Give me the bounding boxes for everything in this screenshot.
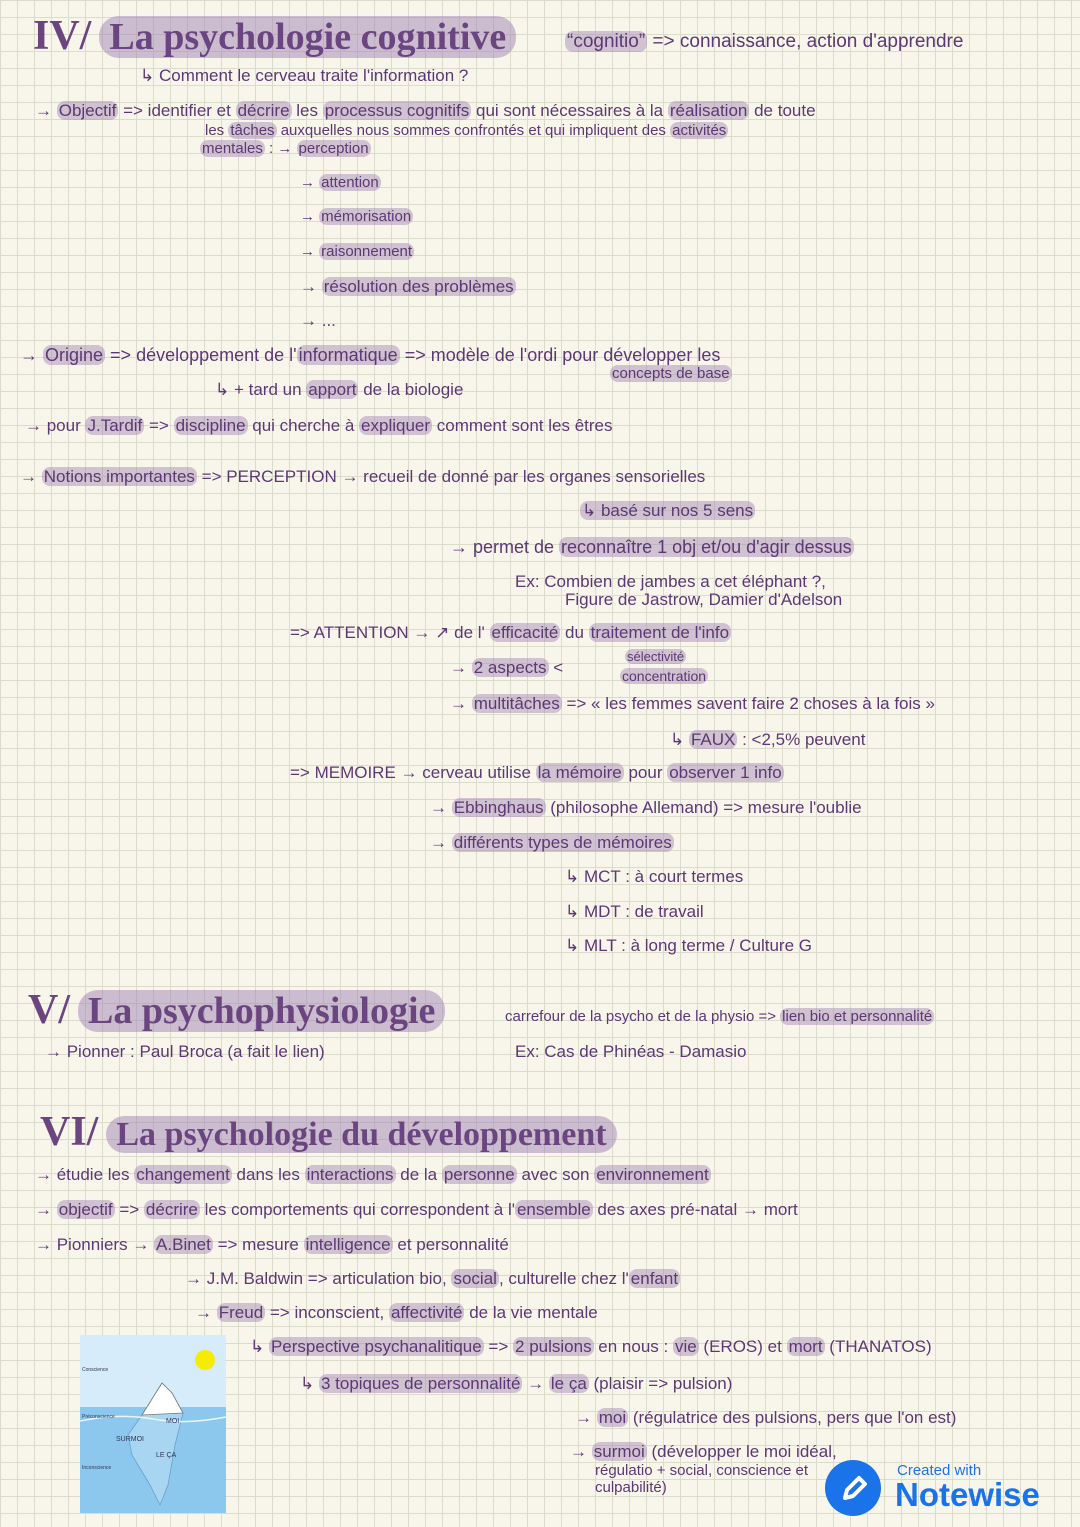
note-text: => bbox=[483, 1337, 514, 1356]
section-heading: La psychologie cognitive bbox=[99, 16, 516, 58]
note-text: ↳ Comment le cerveau traite l'information ? bbox=[140, 66, 469, 85]
note-text: → ... bbox=[300, 311, 336, 330]
note-text: => modèle de l'ordi pour développer les bbox=[399, 345, 721, 365]
note-text: les bbox=[205, 122, 229, 139]
highlighted-text: personne bbox=[443, 1165, 515, 1184]
section-number: IV/ bbox=[33, 13, 92, 59]
note-text: → bbox=[35, 101, 57, 120]
note-line bbox=[430, 833, 674, 853]
note-line bbox=[670, 730, 865, 750]
highlighted-text: apport bbox=[308, 380, 357, 399]
note-text: ↳ bbox=[300, 1374, 319, 1393]
note-line bbox=[565, 902, 704, 922]
highlighted-text: la mémoire bbox=[537, 763, 622, 782]
note-text: => mesure bbox=[212, 1235, 304, 1254]
note-line bbox=[565, 867, 743, 887]
note-line bbox=[250, 1337, 932, 1357]
highlighted-text: mentales bbox=[202, 140, 263, 157]
note-text: → bbox=[570, 1442, 592, 1461]
pen-icon bbox=[825, 1460, 881, 1516]
section-number: V/ bbox=[28, 987, 70, 1033]
note-text: → permet de bbox=[450, 537, 560, 557]
note-text: qui sont nécessaires à la bbox=[471, 101, 668, 120]
highlighted-text: multitâches bbox=[473, 694, 560, 713]
note-line bbox=[565, 32, 963, 52]
note-line bbox=[450, 658, 563, 678]
note-text: (régulatrice des pulsions, pers que l'on est) bbox=[628, 1408, 957, 1427]
label-conscience: Conscience bbox=[82, 1367, 109, 1373]
note-line bbox=[610, 365, 732, 382]
note-text: => développement de l' bbox=[105, 345, 297, 365]
note-text: → bbox=[430, 833, 452, 852]
highlighted-text: interactions bbox=[306, 1165, 394, 1184]
note-line bbox=[450, 537, 854, 557]
note-line bbox=[580, 501, 755, 521]
note-text: ↳ MCT : à court termes bbox=[565, 867, 744, 886]
note-line bbox=[25, 416, 613, 436]
note-text: (EROS) et bbox=[698, 1337, 787, 1356]
note-line bbox=[140, 66, 468, 86]
note-line bbox=[515, 1042, 747, 1062]
highlighted-text: vie bbox=[674, 1337, 697, 1356]
highlighted-text: enfant bbox=[630, 1269, 679, 1288]
highlighted-text: traitement de l'info bbox=[590, 623, 730, 642]
note-text: → bbox=[450, 694, 472, 713]
note-line bbox=[450, 694, 935, 714]
note-text: ↳ bbox=[670, 730, 689, 749]
highlighted-text: concentration bbox=[622, 668, 707, 684]
note-text: → bbox=[195, 1303, 217, 1322]
note-line bbox=[565, 590, 842, 610]
label-ca: LE ÇA bbox=[156, 1452, 177, 1459]
note-text: → bbox=[450, 658, 472, 677]
note-text: Ex: Cas de Phinéas - Damasio bbox=[515, 1042, 747, 1061]
note-text: → pour bbox=[25, 416, 86, 435]
highlighted-text: résolution des problèmes bbox=[323, 277, 514, 296]
note-line bbox=[565, 936, 812, 956]
highlighted-text: intelligence bbox=[305, 1235, 391, 1254]
note-text: avec son bbox=[516, 1165, 595, 1184]
highlighted-text: processus cognitifs bbox=[324, 101, 470, 120]
note-text: → bbox=[300, 174, 320, 191]
note-text: → bbox=[300, 277, 322, 296]
section-title-v bbox=[28, 988, 445, 1033]
note-text: < bbox=[548, 658, 564, 677]
highlighted-text: lien bio et personnalité bbox=[782, 1008, 933, 1025]
note-text: ↳ bbox=[250, 1337, 269, 1356]
note-line bbox=[300, 1374, 732, 1394]
note-text: qui cherche à bbox=[247, 416, 360, 435]
highlighted-text: reconnaître 1 obj et/ou d'agir dessus bbox=[561, 537, 852, 557]
highlighted-text: ↳ basé sur nos 5 sens bbox=[582, 501, 754, 520]
highlighted-text: sélectivité bbox=[627, 649, 685, 664]
note-text: pour bbox=[623, 763, 668, 782]
note-line bbox=[200, 140, 371, 157]
notewise-watermark bbox=[825, 1460, 1075, 1520]
note-line bbox=[215, 380, 463, 400]
iceberg-diagram bbox=[80, 1335, 226, 1513]
label-preconscience: Préconscience bbox=[82, 1414, 115, 1420]
section-heading: La psychophysiologie bbox=[78, 990, 445, 1032]
highlighted-text: efficacité bbox=[491, 623, 559, 642]
highlighted-text: Ebbinghaus bbox=[453, 798, 544, 817]
note-line bbox=[505, 1008, 934, 1025]
note-line bbox=[290, 623, 731, 643]
note-line bbox=[300, 174, 381, 191]
note-text: dans les bbox=[231, 1165, 305, 1184]
highlighted-text: décrire bbox=[237, 101, 290, 120]
note-text: → bbox=[575, 1408, 597, 1427]
note-text: et personnalité bbox=[392, 1235, 509, 1254]
note-text: de la vie mentale bbox=[464, 1303, 598, 1322]
note-text: : → bbox=[264, 140, 297, 157]
note-text: → bbox=[35, 1200, 57, 1219]
note-text: => PERCEPTION → recueil de donné par les organes sensorielles bbox=[196, 467, 706, 486]
note-line bbox=[35, 101, 816, 121]
note-text: → bbox=[522, 1374, 549, 1393]
note-text: (THANATOS) bbox=[824, 1337, 932, 1356]
note-text: → Pionniers → bbox=[35, 1235, 155, 1254]
note-text: de la biologie bbox=[358, 380, 464, 399]
highlighted-text: ensemble bbox=[516, 1200, 591, 1219]
label-moi: MOI bbox=[166, 1418, 180, 1425]
highlighted-text: Origine bbox=[45, 345, 104, 365]
note-line bbox=[595, 1462, 808, 1479]
note-line bbox=[515, 572, 826, 592]
note-text: (philosophe Allemand) => mesure l'oublie bbox=[545, 798, 862, 817]
label-inconscience: Inconscience bbox=[82, 1465, 112, 1471]
highlighted-text: changement bbox=[136, 1165, 230, 1184]
note-line bbox=[35, 1165, 711, 1185]
note-text: → bbox=[20, 345, 44, 365]
highlighted-text: le ça bbox=[550, 1374, 587, 1393]
note-text: => ATTENTION → ↗ de l' bbox=[290, 623, 490, 642]
note-text: => MEMOIRE → cerveau utilise bbox=[290, 763, 536, 782]
note-text: → bbox=[300, 208, 320, 225]
note-line bbox=[300, 311, 336, 331]
note-text: comment sont les êtres bbox=[432, 416, 613, 435]
highlighted-text: objectif bbox=[58, 1200, 113, 1219]
highlighted-text: “cognitio” bbox=[567, 31, 646, 52]
highlighted-text: observer 1 info bbox=[669, 763, 782, 782]
highlighted-text: décrire bbox=[145, 1200, 198, 1219]
note-line bbox=[300, 208, 413, 225]
note-line bbox=[300, 243, 414, 260]
highlighted-text: expliquer bbox=[361, 416, 431, 435]
highlighted-text: concepts de base bbox=[612, 365, 730, 382]
highlighted-text: discipline bbox=[175, 416, 246, 435]
note-text: → étudie les bbox=[35, 1165, 135, 1184]
note-text: du bbox=[560, 623, 589, 642]
highlighted-text: Perspective psychanalitique bbox=[270, 1337, 482, 1356]
highlighted-text: informatique bbox=[298, 345, 398, 365]
note-text: => « les femmes savent faire 2 choses à la fois » bbox=[561, 694, 935, 713]
note-text: => bbox=[144, 416, 174, 435]
highlighted-text: tâches bbox=[230, 122, 275, 139]
note-line bbox=[430, 798, 862, 818]
highlighted-text: mort bbox=[788, 1337, 823, 1356]
note-text: en nous : bbox=[593, 1337, 673, 1356]
note-text: les comportements qui correspondent à l' bbox=[199, 1200, 515, 1219]
note-text: → J.M. Baldwin => articulation bio, bbox=[185, 1269, 452, 1288]
note-text: de la bbox=[395, 1165, 442, 1184]
highlighted-text: 3 topiques de personnalité bbox=[320, 1374, 521, 1393]
created-with-text: Created with bbox=[897, 1462, 982, 1479]
note-line bbox=[290, 763, 784, 783]
note-text: culpabilité) bbox=[595, 1479, 667, 1496]
highlighted-text: différents types de mémoires bbox=[453, 833, 672, 852]
highlighted-text: mémorisation bbox=[321, 208, 412, 225]
note-line bbox=[595, 1479, 667, 1496]
section-number: VI/ bbox=[40, 1109, 99, 1155]
note-line bbox=[575, 1408, 956, 1428]
note-text: => bbox=[114, 1200, 144, 1219]
highlighted-text: attention bbox=[321, 174, 379, 191]
highlighted-text: activités bbox=[672, 122, 727, 139]
highlighted-text: raisonnement bbox=[321, 243, 413, 260]
note-text: Ex: Combien de jambes a cet éléphant ?, bbox=[515, 572, 826, 591]
note-text: des axes pré-natal → mort bbox=[592, 1200, 798, 1219]
note-line bbox=[185, 1269, 680, 1289]
label-surmoi: SURMOI bbox=[116, 1436, 144, 1443]
section-title-vi bbox=[40, 1110, 617, 1157]
note-text: (plaisir => pulsion) bbox=[588, 1374, 733, 1393]
highlighted-text: moi bbox=[598, 1408, 627, 1427]
note-line bbox=[35, 1200, 798, 1220]
highlighted-text: perception bbox=[298, 140, 369, 157]
highlighted-text: 2 pulsions bbox=[515, 1337, 592, 1356]
note-text: → bbox=[430, 798, 452, 817]
highlighted-text: A.Binet bbox=[156, 1235, 211, 1254]
note-text: ↳ MLT : à long terme / Culture G bbox=[565, 936, 812, 955]
highlighted-text: Freud bbox=[218, 1303, 264, 1322]
highlighted-text: Notions importantes bbox=[43, 467, 195, 486]
note-text: => inconscient, bbox=[265, 1303, 389, 1322]
note-line bbox=[20, 467, 705, 487]
note-line bbox=[35, 1235, 509, 1255]
section-heading: La psychologie du développement bbox=[106, 1116, 616, 1153]
note-line bbox=[20, 345, 720, 365]
note-text: → Pionner : Paul Broca (a fait le lien) bbox=[45, 1042, 325, 1061]
highlighted-text: affectivité bbox=[390, 1303, 463, 1322]
brand-name: Notewise bbox=[895, 1476, 1040, 1513]
note-text: ↳ + tard un bbox=[215, 380, 307, 399]
highlighted-text: environnement bbox=[596, 1165, 709, 1184]
note-line bbox=[570, 1442, 837, 1462]
note-text: auxquelles nous sommes confrontés et qui impliquent des bbox=[276, 122, 671, 139]
sun-icon bbox=[195, 1350, 215, 1370]
note-text: → bbox=[20, 467, 42, 486]
note-text: (développer le moi idéal, bbox=[646, 1442, 837, 1461]
note-text: ↳ MDT : de travail bbox=[565, 902, 704, 921]
note-text: les bbox=[291, 101, 323, 120]
note-line bbox=[45, 1042, 325, 1062]
note-text: de toute bbox=[749, 101, 816, 120]
section-title-iv bbox=[33, 14, 516, 59]
note-text: Figure de Jastrow, Damier d'Adelson bbox=[565, 590, 843, 609]
note-line bbox=[300, 277, 516, 297]
highlighted-text: réalisation bbox=[669, 101, 748, 120]
note-text: => identifier et bbox=[118, 101, 236, 120]
highlighted-text: surmoi bbox=[593, 1442, 645, 1461]
note-line bbox=[620, 668, 708, 685]
note-text: , culturelle chez l' bbox=[498, 1269, 629, 1288]
note-line bbox=[205, 122, 728, 139]
note-text: régulatio + social, conscience et bbox=[595, 1462, 809, 1479]
highlighted-text: FAUX bbox=[690, 730, 736, 749]
note-text: : <2,5% peuvent bbox=[737, 730, 866, 749]
note-line bbox=[195, 1303, 598, 1323]
note-text: => connaissance, action d'apprendre bbox=[647, 31, 964, 52]
note-text: → bbox=[300, 243, 320, 260]
highlighted-text: 2 aspects bbox=[473, 658, 547, 677]
note-line bbox=[625, 648, 686, 665]
note-text: carrefour de la psycho et de la physio => bbox=[505, 1008, 781, 1025]
highlighted-text: social bbox=[453, 1269, 497, 1288]
highlighted-text: J.Tardif bbox=[87, 416, 143, 435]
highlighted-text: Objectif bbox=[58, 101, 117, 120]
